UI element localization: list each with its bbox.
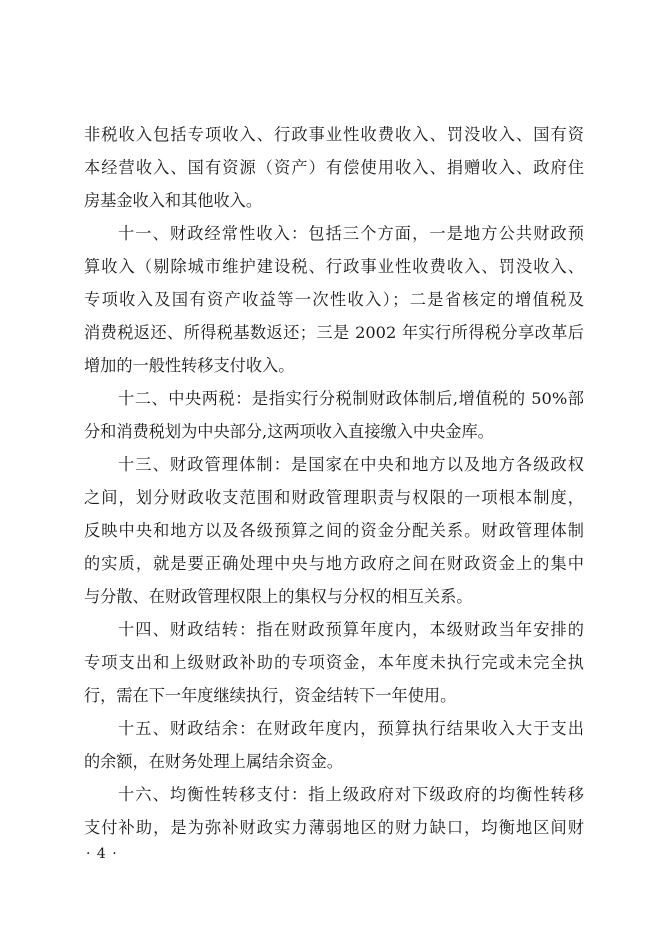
- text-line: 的实质，就是要正确处理中央与地方政府之间在财政资金上的集中: [84, 554, 584, 573]
- text-line: 反映中央和地方以及各级预算之间的资金分配关系。财政管理体制: [84, 521, 584, 540]
- text-line: 十二、中央两税：是指实行分税制财政体制后,增值税的 50%部: [118, 389, 584, 408]
- text-line: 本经营收入、国有资源（资产）有偿使用收入、捐赠收入、政府住: [84, 158, 584, 177]
- text-line: 算收入（剔除城市维护建设税、行政事业性收费收入、罚没收入、: [84, 257, 584, 276]
- text-line: 十四、财政结转：指在财政预算年度内，本级财政当年安排的: [118, 620, 584, 639]
- text-line: 专项支出和上级财政补助的专项资金，本年度未执行完或未完全执: [84, 653, 584, 672]
- text-line: 与分散、在财政管理权限上的集权与分权的相互关系。: [84, 587, 473, 606]
- text-line: 增加的一般性转移支付收入。: [84, 356, 295, 375]
- text-line: 行，需在下一年度继续执行，资金结转下一年使用。: [84, 686, 457, 705]
- text-line: 的余额，在财务处理上属结余资金。: [84, 752, 343, 771]
- text-line: 分和消费税划为中央部分,这两项收入直接缴入中央金库。: [84, 422, 494, 441]
- text-line: 十三、财政管理体制：是国家在中央和地方以及地方各级政权: [118, 455, 584, 474]
- text-line: 十一、财政经常性收入：包括三个方面，一是地方公共财政预: [118, 224, 584, 243]
- text-line: 房基金收入和其他收入。: [84, 191, 263, 210]
- text-line: 支付补助，是为弥补财政实力薄弱地区的财力缺口，均衡地区间财: [84, 818, 584, 837]
- text-line: 非税收入包括专项收入、行政事业性收费收入、罚没收入、国有资: [84, 125, 584, 144]
- text-line: 之间，划分财政收支范围和财政管理职责与权限的一项根本制度，: [84, 488, 584, 507]
- document-body: [84, 118, 584, 844]
- text-line: 十五、财政结余：在财政年度内，预算执行结果收入大于支出: [118, 719, 584, 738]
- page-number: · 4 ·: [86, 846, 118, 862]
- text-line: 专项收入及国有资产收益等一次性收入）；二是省核定的增值税及: [84, 290, 584, 309]
- text-line: 消费税返还、所得税基数返还；三是 2002 年实行所得税分享改革后: [84, 323, 584, 342]
- text-line: 十六、均衡性转移支付：指上级政府对下级政府的均衡性转移: [118, 785, 584, 804]
